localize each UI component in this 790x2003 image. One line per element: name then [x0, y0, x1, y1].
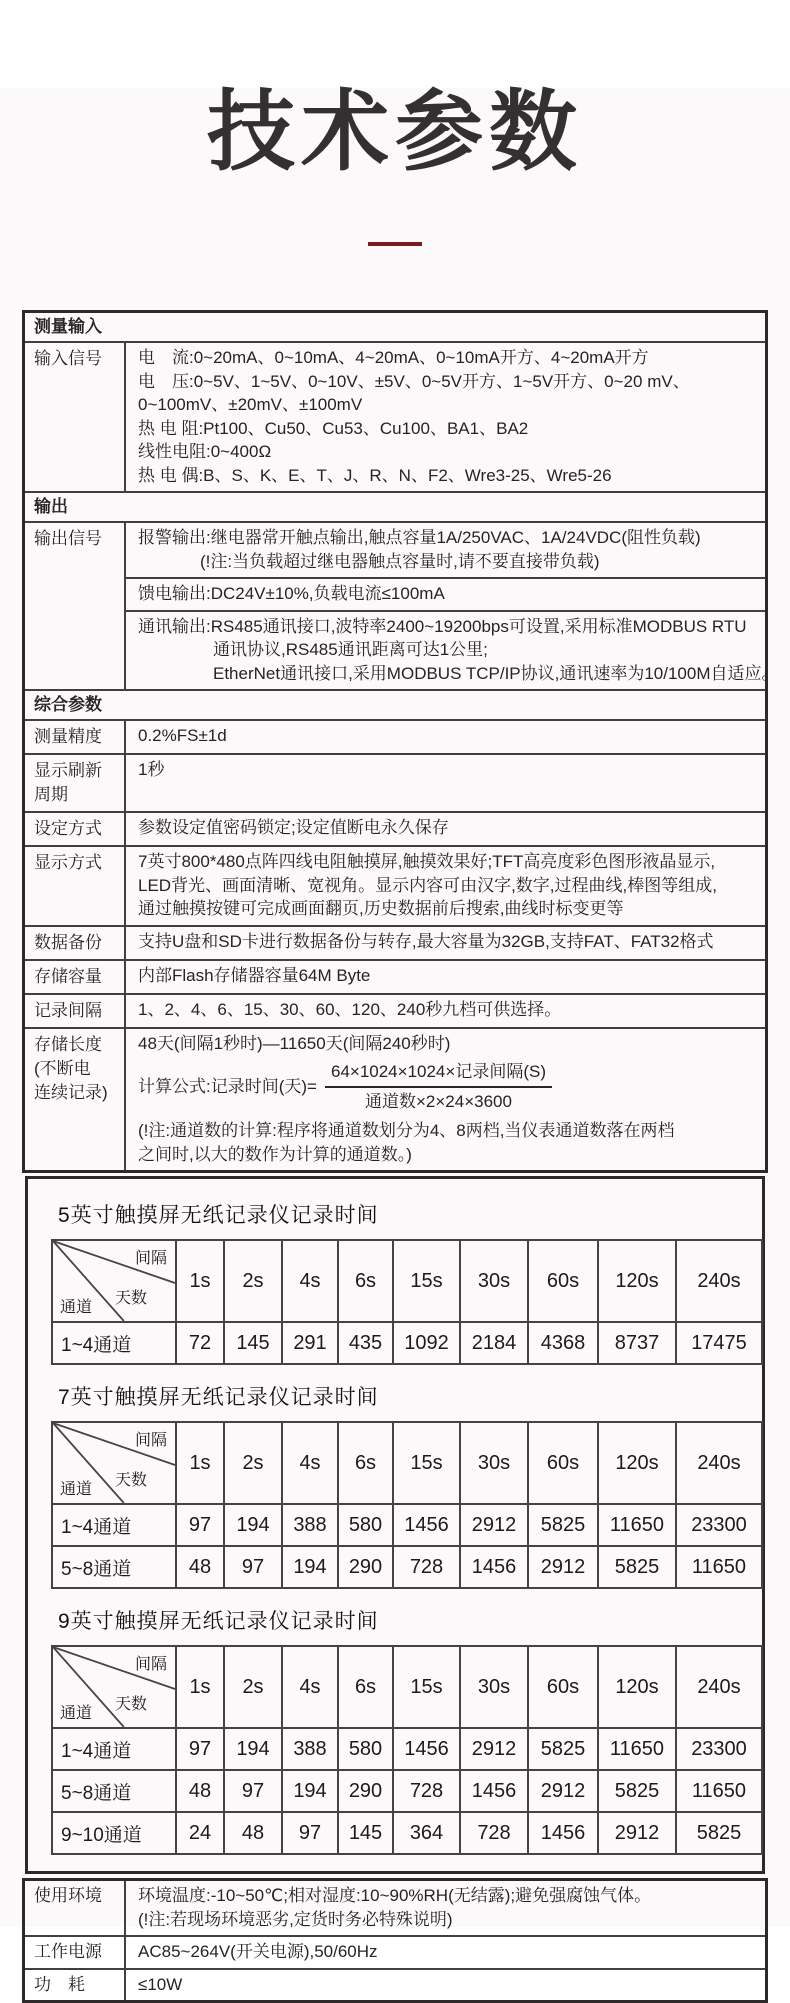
record-table	[51, 1239, 763, 1365]
channel-range-cell: 1~4通道	[52, 1728, 176, 1770]
spec-row-label	[25, 523, 126, 689]
record-table	[51, 1421, 763, 1589]
record-days-cell: 5825	[528, 1504, 598, 1546]
spec-row-content	[126, 1029, 765, 1171]
record-days-cell: 728	[393, 1546, 460, 1588]
spec-row-label-line: 连续记录)	[34, 1082, 108, 1102]
env-row-label-line: 功 耗	[34, 1974, 85, 1994]
spec-row-label-line: 数据备份	[34, 932, 102, 952]
record-days-cell: 5825	[676, 1812, 762, 1854]
spec-text-line: 0~100mV、±20mV、±100mV	[138, 395, 363, 414]
interval-header-cell: 60s	[528, 1422, 598, 1504]
spec-row-content	[126, 847, 765, 925]
spec-content-block	[126, 927, 765, 958]
record-table-header-row	[52, 1646, 762, 1728]
record-days-cell: 48	[224, 1812, 282, 1854]
record-days-cell: 2184	[460, 1322, 528, 1364]
spec-text-line: 1秒	[138, 760, 165, 779]
corner-label-interval: 间隔	[134, 1250, 167, 1267]
spec-row-label	[25, 995, 126, 1027]
fraction	[325, 1061, 552, 1113]
record-days-cell: 1456	[393, 1728, 460, 1770]
env-text-line: 环境温度:-10~50℃;相对湿度:10~90%RH(无结露);避免强腐蚀气体。	[138, 1886, 652, 1905]
record-days-cell: 11650	[598, 1504, 676, 1546]
spec-text-line: 通讯协议,RS485通讯距离可达1公里;	[213, 640, 488, 659]
spec-row-label-line: 显示刷新	[34, 761, 102, 780]
spec-text-line: EtherNet通讯接口,采用MODBUS TCP/IP协议,通讯速率为10/100M自适应。	[213, 663, 779, 683]
spec-text-line: 通过触摸按键可完成画面翻页,历史数据前后搜索,曲线时标变更等	[138, 899, 624, 918]
spec-item-row	[25, 925, 765, 959]
spec-item-row	[25, 341, 765, 491]
record-days-cell: 1456	[460, 1546, 528, 1588]
interval-header-cell: 2s	[224, 1422, 282, 1504]
spec-section-row: 测量输入	[34, 317, 102, 336]
record-days-cell: 97	[176, 1504, 224, 1546]
spec-text-line: LED背光、画面清晰、宽视角。显示内容可由汉字,数字,过程曲线,棒图等组成,	[138, 875, 717, 895]
spec-row-label	[25, 847, 126, 925]
record-days-cell: 290	[338, 1546, 393, 1588]
spec-section-row: 输出	[25, 491, 765, 521]
spec-row-label	[25, 961, 126, 993]
record-days-cell: 8737	[598, 1322, 676, 1364]
spec-text-line: 之间时,以大的数作为计算的通道数。)	[138, 1144, 412, 1164]
env-text-line: ≤10W	[138, 1974, 183, 1994]
spec-content-block	[126, 813, 765, 844]
record-days-cell: 728	[460, 1812, 528, 1854]
record-days-cell: 291	[282, 1322, 338, 1364]
spacer	[138, 782, 765, 806]
record-days-cell: 23300	[676, 1728, 762, 1770]
spec-row-label-line: 存储容量	[34, 966, 102, 986]
channel-range-cell: 5~8通道	[52, 1770, 176, 1812]
record-days-cell: 2912	[598, 1812, 676, 1854]
record-days-cell: 72	[176, 1322, 224, 1364]
record-table	[51, 1645, 763, 1855]
channel-range-cell: 9~10通道	[52, 1812, 176, 1854]
record-days-cell: 24	[176, 1812, 224, 1854]
env-row-content	[126, 1970, 765, 2001]
spec-content-block	[126, 577, 765, 610]
spec-text-line: 1、2、4、6、15、30、60、120、240秒九档可供选择。	[138, 999, 562, 1019]
spec-item-row	[25, 845, 765, 925]
spec-row-content	[126, 995, 765, 1027]
interval-header-cell: 15s	[393, 1240, 460, 1322]
page	[0, 82, 790, 1994]
record-days-cell: 11650	[676, 1546, 762, 1588]
interval-header-cell: 240s	[676, 1240, 762, 1322]
interval-header-cell: 4s	[282, 1422, 338, 1504]
spec-row-content	[126, 721, 765, 753]
interval-header-cell: 120s	[598, 1240, 676, 1322]
record-days-cell: 194	[224, 1728, 282, 1770]
interval-header-cell: 15s	[393, 1646, 460, 1728]
spec-content-block	[126, 995, 765, 1026]
corner-label-channel: 通道	[60, 1705, 93, 1722]
fraction-numerator: 64×1024×1024×记录间隔(S)	[325, 1061, 552, 1088]
record-days-cell: 1092	[393, 1322, 460, 1364]
record-days-cell: 388	[282, 1504, 338, 1546]
spec-text-line: (!注:通道数的计算:程序将通道数划分为4、8两档,当仪表通道数落在两档	[138, 1121, 675, 1140]
spec-section-row: 综合参数	[25, 689, 765, 719]
interval-header-cell: 4s	[282, 1646, 338, 1728]
formula-prefix: 计算公式:记录时间(天)=	[138, 1077, 317, 1096]
interval-header-cell: 4s	[282, 1240, 338, 1322]
record-days-cell: 145	[224, 1322, 282, 1364]
env-row-content	[126, 1937, 765, 1968]
spec-table	[22, 310, 779, 1173]
interval-header-cell: 120s	[598, 1422, 676, 1504]
record-table-row	[52, 1812, 762, 1854]
record-days-cell: 97	[224, 1546, 282, 1588]
spec-row-label-line: 周期	[34, 785, 68, 804]
interval-header-cell: 30s	[460, 1646, 528, 1728]
channel-range-cell: 1~4通道	[52, 1322, 176, 1364]
record-days-cell: 194	[224, 1504, 282, 1546]
spec-row-label-line: 存储长度	[34, 1034, 102, 1054]
spec-row-label	[25, 755, 126, 811]
env-text-line: AC85~264V(开关电源),50/60Hz	[138, 1942, 378, 1961]
spec-row-label-line: (不断电	[34, 1058, 91, 1078]
spec-text-line: 线性电阻:0~400Ω	[138, 442, 272, 461]
env-row	[25, 1968, 765, 2001]
spec-row-label-line: 记录间隔	[34, 1000, 102, 1020]
record-days-cell: 1456	[528, 1812, 598, 1854]
record-days-cell: 11650	[598, 1728, 676, 1770]
spec-row-content	[126, 813, 765, 845]
spec-text-line: 电 流:0~20mA、0~10mA、4~20mA、0~10mA开方、4~20mA开方	[138, 348, 649, 367]
spec-row-content	[126, 961, 765, 993]
record-days-cell: 5825	[598, 1770, 676, 1812]
record-table-title: 5英寸触摸屏无纸记录仪记录时间	[58, 1204, 379, 1227]
record-days-cell: 1456	[460, 1770, 528, 1812]
spec-content-block	[126, 847, 765, 925]
record-days-cell: 48	[176, 1546, 224, 1588]
interval-header-cell: 30s	[460, 1422, 528, 1504]
record-table-row	[52, 1322, 762, 1364]
spec-text-line: 通讯输出:RS485通讯接口,波特率2400~19200bps可设置,采用标准MODBUS RTU	[138, 616, 747, 636]
env-row-label-line: 工作电源	[34, 1942, 102, 1961]
spec-text-line: 支持U盘和SD卡进行数据备份与转存,最大容量为32GB,支持FAT、FAT32格式	[138, 931, 714, 951]
spec-row-label	[25, 1029, 126, 1171]
env-row	[25, 1935, 765, 1968]
record-days-cell: 194	[282, 1770, 338, 1812]
record-days-cell: 97	[176, 1728, 224, 1770]
interval-header-cell: 1s	[176, 1646, 224, 1728]
spec-row-content	[126, 755, 765, 811]
env-row-label	[25, 1937, 126, 1968]
spec-row-label-line: 测量精度	[34, 727, 102, 746]
record-table-header-row	[52, 1240, 762, 1322]
record-days-cell: 97	[224, 1770, 282, 1812]
record-days-cell: 728	[393, 1770, 460, 1812]
interval-header-cell: 1s	[176, 1240, 224, 1322]
spec-text-line: 7英寸800*480点阵四线电阻触摸屏,触摸效果好;TFT高亮度彩色图形液晶显示,	[138, 852, 716, 871]
spec-text-line: 内部Flash存储器容量64M Byte	[138, 965, 371, 985]
interval-header-cell: 240s	[676, 1422, 762, 1504]
record-days-cell: 48	[176, 1770, 224, 1812]
interval-header-cell: 2s	[224, 1240, 282, 1322]
interval-days-corner-cell	[52, 1422, 176, 1504]
record-days-cell: 2912	[460, 1728, 528, 1770]
spec-content-block	[126, 343, 765, 491]
corner-label-channel: 通道	[60, 1481, 93, 1498]
record-days-cell: 5825	[598, 1546, 676, 1588]
interval-header-cell: 60s	[528, 1240, 598, 1322]
spec-item-row	[25, 1027, 765, 1171]
spec-row-label	[25, 721, 126, 753]
record-days-cell: 1456	[393, 1504, 460, 1546]
record-table-row	[52, 1770, 762, 1812]
spec-content-block	[126, 755, 765, 810]
spec-content-block	[126, 961, 765, 992]
spec-row-label-line: 设定方式	[34, 819, 102, 838]
spec-row-content	[126, 343, 765, 491]
record-days-cell: 2912	[460, 1504, 528, 1546]
spec-item-row	[25, 811, 765, 845]
record-days-cell: 97	[282, 1812, 338, 1854]
spec-text-line: 馈电输出:DC24V±10%,负载电流≤100mA	[138, 584, 445, 603]
spec-text-line: 报警输出:继电器常开触点输出,触点容量1A/250VAC、1A/24VDC(阻性负载)	[138, 528, 701, 547]
spec-row-label-line: 显示方式	[34, 853, 102, 872]
record-table-row	[52, 1728, 762, 1770]
interval-header-cell: 240s	[676, 1646, 762, 1728]
interval-header-cell: 1s	[176, 1422, 224, 1504]
interval-header-cell: 60s	[528, 1646, 598, 1728]
interval-header-cell: 15s	[393, 1422, 460, 1504]
spec-item-row	[25, 993, 765, 1027]
corner-label-days: 天数	[115, 1472, 148, 1489]
corner-label-days: 天数	[115, 1696, 148, 1713]
spec-text-line: 参数设定值密码锁定;设定值断电永久保存	[138, 818, 449, 837]
env-text-line: (!注:若现场环境恶劣,定货时务必特殊说明)	[138, 1909, 453, 1929]
record-days-cell: 388	[282, 1728, 338, 1770]
formula-row	[138, 1061, 765, 1113]
record-days-cell: 194	[282, 1546, 338, 1588]
spec-text-line: 热 电 阻:Pt100、Cu50、Cu53、Cu100、BA1、BA2	[138, 418, 529, 438]
record-days-cell: 17475	[676, 1322, 762, 1364]
channel-range-cell: 1~4通道	[52, 1504, 176, 1546]
spec-row-content	[126, 927, 765, 959]
spec-text-line: (!注:当负载超过继电器触点容量时,请不要直接带负载)	[200, 551, 600, 571]
spec-content-block	[126, 610, 779, 690]
record-days-cell: 364	[393, 1812, 460, 1854]
interval-header-cell: 2s	[224, 1646, 282, 1728]
record-table-row	[52, 1504, 762, 1546]
record-days-cell: 23300	[676, 1504, 762, 1546]
env-row	[25, 1881, 765, 1935]
interval-header-cell: 6s	[338, 1240, 393, 1322]
corner-label-channel: 通道	[60, 1299, 93, 1316]
corner-label-interval: 间隔	[134, 1432, 167, 1449]
spec-item-row	[25, 959, 765, 993]
env-table	[22, 1878, 768, 2003]
record-days-cell: 145	[338, 1812, 393, 1854]
record-table-header-row	[52, 1422, 762, 1504]
record-days-cell: 435	[338, 1322, 393, 1364]
record-days-cell: 580	[338, 1728, 393, 1770]
spec-text-line: 0.2%FS±1d	[138, 726, 227, 745]
fraction-denominator: 通道数×2×24×3600	[365, 1092, 512, 1111]
spec-row-content	[126, 523, 779, 689]
interval-header-cell: 30s	[460, 1240, 528, 1322]
title-divider	[368, 242, 422, 246]
spec-text-line: 48天(间隔1秒时)—11650天(间隔240秒时)	[138, 1033, 451, 1053]
spec-content-block	[126, 721, 765, 752]
corner-label-interval: 间隔	[134, 1656, 167, 1673]
record-days-cell: 11650	[676, 1770, 762, 1812]
record-days-cell: 2912	[528, 1770, 598, 1812]
record-table-row	[52, 1546, 762, 1588]
env-row-label-line: 使用环境	[34, 1886, 102, 1905]
record-days-cell: 580	[338, 1504, 393, 1546]
spec-row-label-line: 输入信号	[34, 349, 102, 368]
env-row-label	[25, 1970, 126, 2001]
spec-row-label	[25, 927, 126, 959]
spec-row-label	[25, 343, 126, 491]
corner-label-days: 天数	[115, 1290, 148, 1307]
spec-item-row	[25, 753, 765, 811]
interval-header-cell: 6s	[338, 1646, 393, 1728]
record-days-cell: 2912	[528, 1546, 598, 1588]
spec-text-line: 电 压:0~5V、1~5V、0~10V、±5V、0~5V开方、1~5V开方、0~20 mV、	[138, 371, 690, 391]
record-tables-box	[25, 1176, 765, 1874]
spec-row-label	[25, 813, 126, 845]
record-table-title: 7英寸触摸屏无纸记录仪记录时间	[58, 1386, 379, 1409]
spec-row-label-line: 输出信号	[34, 529, 102, 548]
page-title: 技术参数	[206, 82, 583, 181]
spec-text-line: 热 电 偶:B、S、K、E、T、J、R、N、F2、Wre3-25、Wre5-26	[138, 465, 612, 485]
channel-range-cell: 5~8通道	[52, 1546, 176, 1588]
interval-days-corner-cell	[52, 1240, 176, 1322]
spec-item-row	[25, 521, 779, 689]
record-days-cell: 5825	[528, 1728, 598, 1770]
record-days-cell: 290	[338, 1770, 393, 1812]
record-table-title: 9英寸触摸屏无纸记录仪记录时间	[58, 1610, 379, 1633]
env-row-label	[25, 1881, 126, 1935]
spec-content-block	[126, 523, 765, 577]
record-days-cell: 4368	[528, 1322, 598, 1364]
spec-item-row	[25, 719, 765, 753]
interval-header-cell: 120s	[598, 1646, 676, 1728]
spec-content-block	[126, 1029, 765, 1171]
interval-days-corner-cell	[52, 1646, 176, 1728]
env-row-content	[126, 1881, 765, 1935]
interval-header-cell: 6s	[338, 1422, 393, 1504]
